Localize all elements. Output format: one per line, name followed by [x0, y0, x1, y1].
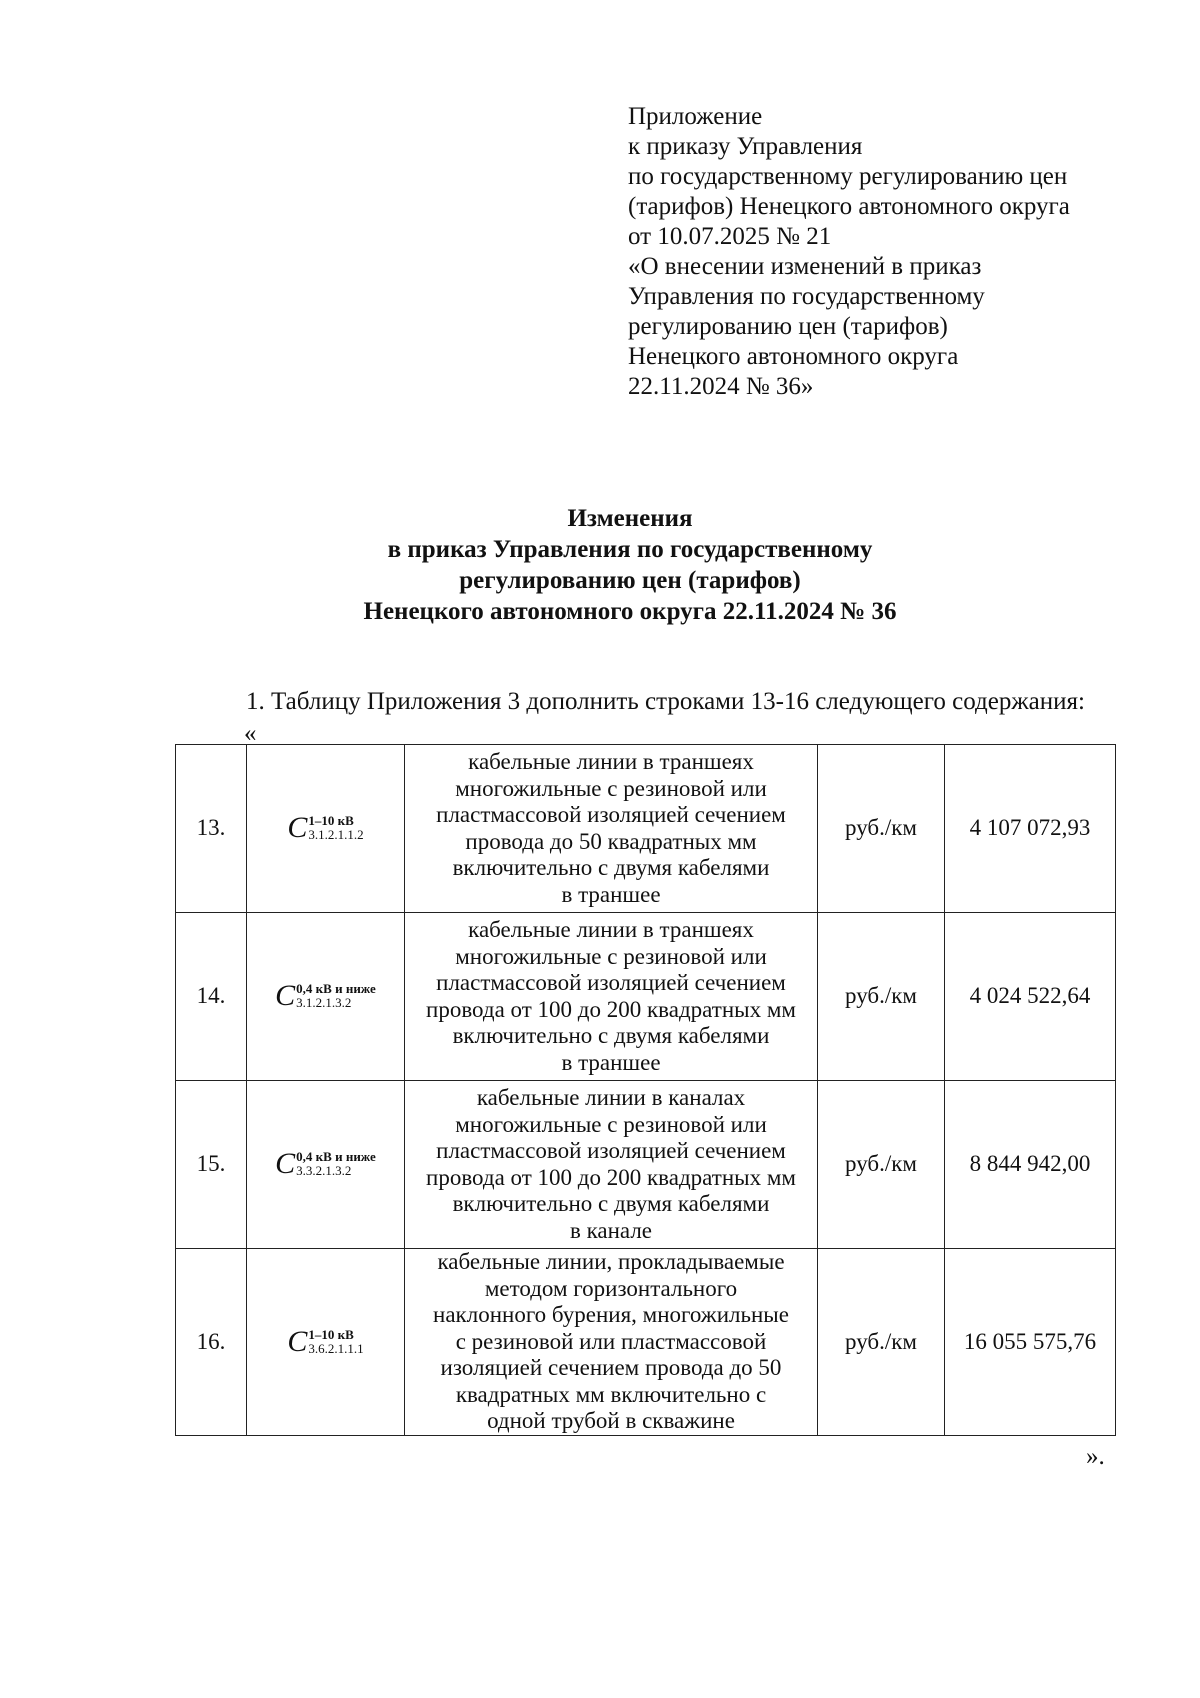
closing-quote: ».: [1086, 1443, 1105, 1470]
rate-code-voltage: 0,4 кВ и ниже: [296, 1149, 376, 1165]
row-number: 14.: [176, 913, 247, 1081]
appendix-line: 22.11.2024 № 36»: [628, 373, 814, 400]
title-line: Ненецкого автономного округа 22.11.2024 № 36: [363, 598, 897, 625]
description-line: пластмассовой изоляцией сечением: [436, 970, 786, 995]
description-cell: [405, 913, 818, 1081]
intro-paragraph: 1. Таблицу Приложения 3 дополнить строками 13-16 следующего содержания:: [246, 688, 1085, 715]
value-cell: 16 055 575,76: [945, 1249, 1116, 1436]
description-line: провода от 100 до 200 квадратных мм: [426, 996, 796, 1022]
description-line: изоляцией сечением провода до 50: [440, 1355, 782, 1380]
rate-code-base: C: [287, 811, 308, 845]
rate-code: [275, 981, 376, 1011]
appendix-line: по государственному регулированию цен: [628, 163, 1068, 190]
rate-code-base: C: [275, 979, 296, 1013]
table-row: [176, 1249, 1116, 1436]
description-line: пластмассовой изоляцией сечением: [436, 1138, 786, 1163]
description-line: с резиновой или пластмассовой: [455, 1328, 767, 1354]
description-line: провода до 50 квадратных мм: [465, 828, 757, 854]
rate-code-index: 3.3.2.1.3.2: [296, 1163, 352, 1179]
rate-code-voltage: 1–10 кВ: [308, 1326, 354, 1342]
description-cell: [405, 1081, 818, 1249]
description-line: провода от 100 до 200 квадратных мм: [426, 1164, 796, 1190]
description-cell: [405, 1249, 818, 1436]
appendix-line: «О внесении изменений в приказ: [628, 253, 982, 280]
description-line: многожильные с резиновой или: [455, 943, 767, 969]
rate-code-voltage: 0,4 кВ и ниже: [296, 981, 376, 997]
description-line: кабельные линии в траншеях: [468, 917, 754, 942]
rate-code-voltage: 1–10 кВ: [308, 813, 354, 829]
title-line: регулированию цен (тарифов): [459, 567, 801, 594]
document-title: [200, 503, 1060, 627]
rate-code-cell: [247, 1249, 405, 1436]
description-line: включительно с двумя кабелями: [452, 1191, 770, 1216]
description-line: наклонного бурения, многожильные: [433, 1302, 789, 1327]
rate-code-cell: [247, 745, 405, 913]
rate-code: [287, 813, 363, 843]
row-number: 15.: [176, 1081, 247, 1249]
description-line: кабельные линии в траншеях: [468, 749, 754, 774]
description-line: многожильные с резиновой или: [455, 775, 767, 801]
title-line: Изменения: [567, 505, 693, 532]
description-line: квадратных мм включительно с: [455, 1381, 767, 1407]
rate-code-base: C: [287, 1324, 308, 1358]
description-line: включительно с двумя кабелями: [452, 855, 770, 880]
appendix-line: Ненецкого автономного округа: [628, 343, 959, 370]
unit-cell: руб./км: [818, 745, 945, 913]
row-number: 16.: [176, 1249, 247, 1436]
table-row: [176, 745, 1116, 913]
unit-cell: руб./км: [818, 1249, 945, 1436]
rate-code: [275, 1149, 376, 1179]
description-line: методом горизонтального: [484, 1275, 738, 1301]
tariff-table: [175, 744, 1116, 1436]
description-cell: [405, 745, 818, 913]
description-line: кабельные линии, прокладываемые: [437, 1249, 785, 1274]
appendix-line: Приложение: [628, 103, 763, 130]
table-row: [176, 1081, 1116, 1249]
rate-code-index: 3.6.2.1.1.1: [308, 1340, 364, 1356]
description-line: кабельные линии в каналах: [476, 1085, 746, 1110]
rate-code-cell: [247, 1081, 405, 1249]
description-line: в траншее: [561, 1049, 661, 1075]
value-cell: 4 107 072,93: [945, 745, 1116, 913]
description-line: многожильные с резиновой или: [455, 1111, 767, 1137]
appendix-line: регулированию цен (тарифов): [628, 313, 948, 340]
description-line: в канале: [569, 1217, 653, 1243]
appendix-line: от 10.07.2025 № 21: [628, 223, 832, 250]
appendix-line: к приказу Управления: [628, 133, 863, 160]
rate-code-index: 3.1.2.1.3.2: [296, 995, 352, 1011]
description-line: пластмассовой изоляцией сечением: [436, 802, 786, 827]
opening-quote: «: [244, 720, 257, 747]
rate-code-cell: [247, 913, 405, 1081]
rate-code: [287, 1324, 364, 1358]
title-line: в приказ Управления по государственному: [387, 536, 873, 563]
value-cell: 4 024 522,64: [945, 913, 1116, 1081]
rate-code-base: C: [275, 1147, 296, 1181]
description-line: одной трубой в скважине: [487, 1408, 735, 1433]
unit-cell: руб./км: [818, 913, 945, 1081]
value-cell: 8 844 942,00: [945, 1081, 1116, 1249]
unit-cell: руб./км: [818, 1081, 945, 1249]
appendix-line: Управления по государственному: [628, 283, 985, 310]
appendix-header: [628, 102, 1148, 402]
appendix-line: (тарифов) Ненецкого автономного округа: [628, 193, 1070, 220]
rate-code-index: 3.1.2.1.1.2: [308, 827, 364, 843]
description-line: включительно с двумя кабелями: [452, 1023, 770, 1048]
table-row: [176, 913, 1116, 1081]
row-number: 13.: [176, 745, 247, 913]
description-line: в траншее: [561, 881, 661, 907]
